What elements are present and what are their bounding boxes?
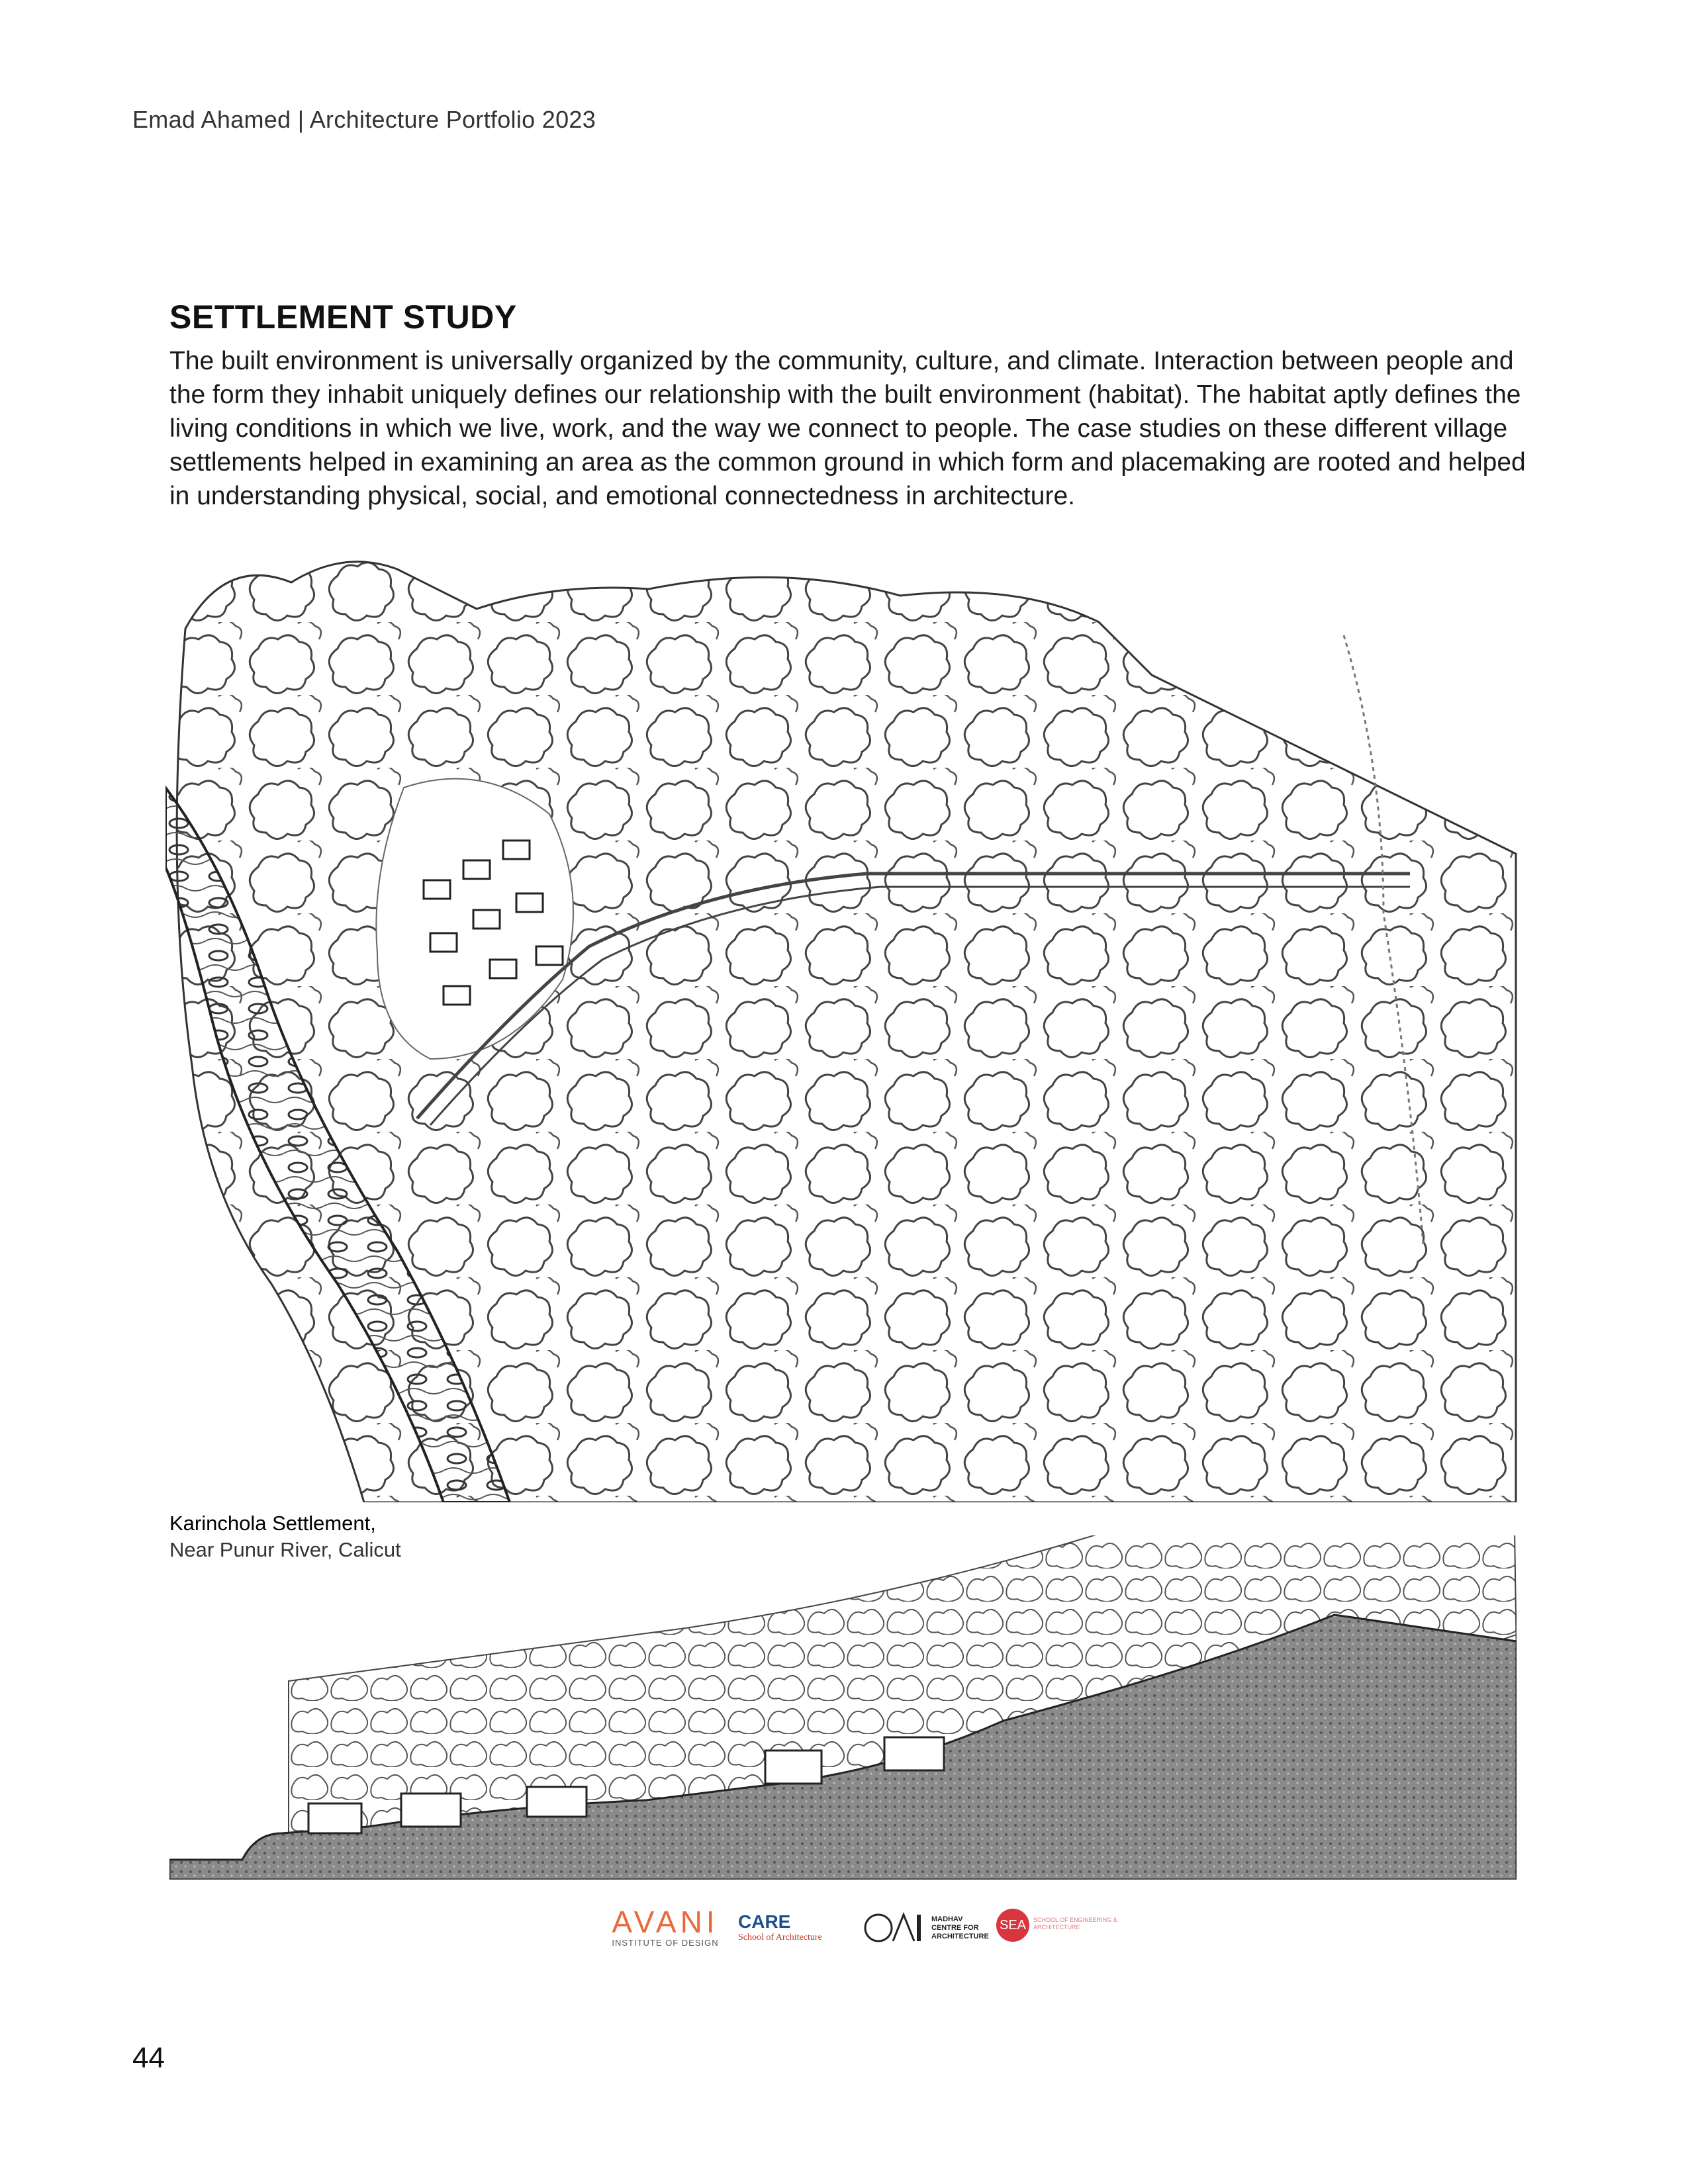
sea-mark: SEA [996,1909,1029,1942]
portfolio-header: Emad Ahamed | Architecture Portfolio 2023 [132,106,596,133]
care-logo [738,1911,851,1943]
section-body: The built environment is universally organized by the community, culture, and climate. Interaction between people and the form they inhabit uniquely defines our relationship with the built environment (habitat). The habitat aptly defines the living conditions in which we live, work, and the way we connect to people. The case studies on these different village settlements helped in examining an area as the common ground in which form and placemaking are rooted and helped in understanding physical, social, and emotional connectedness in architecture. [169,347,1526,510]
avani-logo [609,1906,722,1948]
mcfa-logo [864,1911,990,1951]
section-title: SETTLEMENT STUDY [169,298,517,336]
settlement-name: Karinchola Settlement, [169,1512,376,1535]
sea-logo [996,1909,1122,1948]
mcfa-text: MADHAV CENTRE FOR ARCHITECTURE [931,1915,989,1940]
care-name: CARE [738,1911,791,1932]
avani-name: AVANI [612,1905,719,1939]
settlement-plan-drawing [165,549,1523,1502]
mcfa-mark-icon [864,1911,927,1944]
settlement-location: Near Punur River, Calicut [169,1538,401,1561]
page-number: 44 [132,2042,165,2074]
institution-logos [609,1905,1117,1966]
settlement-study-section [169,298,1533,513]
settlement-section-drawing [169,1535,1517,1880]
avani-subtitle: INSTITUTE OF DESIGN [612,1938,719,1948]
sea-subtitle: SCHOOL OF ENGINEERING & ARCHITECTURE [1033,1917,1117,1931]
care-subtitle: School of Architecture [738,1933,822,1942]
